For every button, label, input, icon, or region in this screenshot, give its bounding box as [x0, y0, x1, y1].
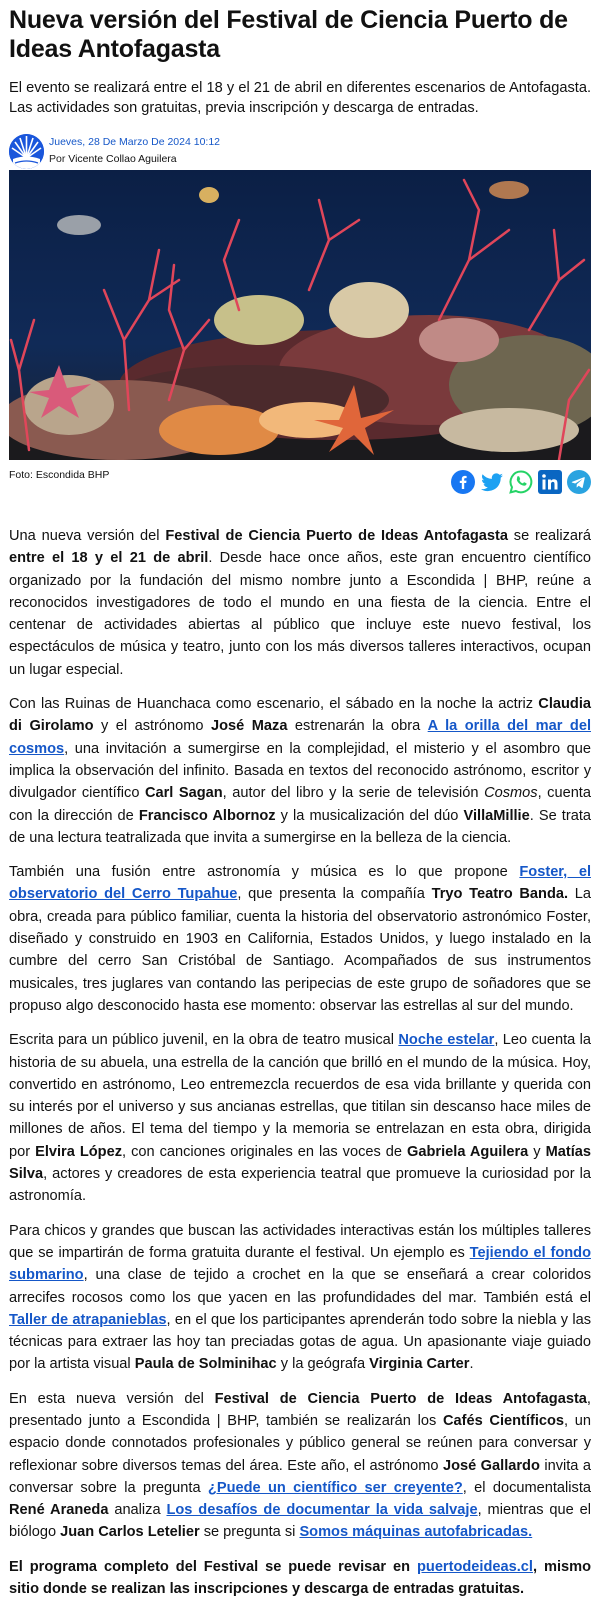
- hero-image: [9, 170, 591, 460]
- share-bar: [451, 470, 591, 494]
- whatsapp-icon[interactable]: [509, 470, 533, 494]
- article-title: Nueva versión del Festival de Ciencia Puerto de Ideas Antofagasta: [9, 6, 568, 63]
- publish-date: Jueves, 28 De Marzo De 2024 10:12: [49, 136, 221, 148]
- paragraph: Con las Ruinas de Huanchaca como escenario, el sábado en la noche la actriz Claudia di Girolamo y el astrónomo José Maza estrenarán la obra A la orilla del mar del cosmos, una invitación a sumergirse en la complejidad, el misterio y el asombro que implica la observación del infinito. Basada en textos del reconocido astrónomo, escritor y divulgador científico Carl Sagan, autor del libro y la serie de televisión Cosmos, cuenta con la dirección de Francisco Albornoz y la musicalización del dúo VillaMillie. Se trata de una lectura teatralizada que invita a sumergirse en la belleza de la ciencia.: [9, 696, 592, 846]
- photo-caption: Foto: Escondida BHP: [9, 469, 110, 481]
- linkedin-icon[interactable]: [538, 470, 562, 494]
- link-atrapanieblas[interactable]: Taller de atrapanieblas: [9, 1311, 167, 1328]
- telegram-icon[interactable]: [567, 470, 591, 494]
- publisher-logo-icon: [9, 134, 44, 169]
- link-vida-salvaje[interactable]: Los desafíos de documentar la vida salvaje: [166, 1502, 478, 1519]
- link-foster[interactable]: Foster, el observatorio del Cerro Tupahue: [9, 864, 591, 903]
- article-body: [9, 525, 591, 1600]
- link-cientifico-creyente[interactable]: ¿Puede un científico ser creyente?: [207, 1479, 463, 1496]
- link-a-la-orilla[interactable]: A la orilla del mar del cosmos: [9, 718, 591, 757]
- link-tejiendo[interactable]: Tejiendo el fondo submarino: [9, 1244, 591, 1284]
- author-name[interactable]: Vicente Collao Aguilera: [68, 153, 177, 165]
- paragraph: También una fusión entre astronomía y música es lo que propone Foster, el observatorio del Cerro Tupahue, que presenta la compañía Tryo Teatro Banda. La obra, creada para público familiar, cuenta la historia del observatorio astronómico Foster, diseñado y construido en 1903 en California, Estados Unidos, y luego instalado en la cumbre del cerro San Cristóbal de Santiago. Acompañados de sus instrumentos musicales, tres juglares van contando las peripecias de este grupo de soñadores que se propuso algo desconocido hasta ese momento: observar las estrellas al sur del mundo.: [9, 864, 592, 1014]
- link-puertodeideas[interactable]: puertodeideas.cl: [416, 1558, 533, 1575]
- twitter-icon[interactable]: [480, 470, 504, 494]
- paragraph: Para chicos y grandes que buscan las actividades interactivas están los múltiples talleres que se impartirán de forma gratuita durante el festival. Un ejemplo es Tejiendo el fondo submarino, una clase de tejido a crochet en la que se enseñará a crear coloridos arrecifes rocosos como los que yacen en las profundidades del mar. También está el Taller de atrapanieblas, en el que los participantes aprenderán todo sobre la niebla y las técnicas para extraer las hoy tan preciadas gotas de agua. Un apasionante viaje guiado por la artista visual Paula de Solminihac y la geógrafa Virginia Carter.: [9, 1222, 591, 1373]
- byline: [9, 132, 591, 170]
- paragraph: En esta nueva versión del Festival de Ciencia Puerto de Ideas Antofagasta, presentado junto a Escondida | BHP, también se realizarán los Cafés Científicos, un espacio donde connotados profesionales y público general se reúnen para conversar y reflexionar sobre diversos temas del área. Este año, el astrónomo José Gallardo invita a conversar sobre la pregunta ¿Puede un científico ser creyente?, el documentalista René Araneda analiza Los desafíos de documentar la vida salvaje, mientras que el biólogo Juan Carlos Letelier se pregunta si Somos máquinas autofabricadas.: [9, 1390, 592, 1541]
- article-lead: El evento se realizará entre el 18 y el 21 de abril en diferentes escenarios de Antofagasta. Las actividades son gratuitas, previa inscripción y descarga de entradas.: [9, 80, 591, 116]
- paragraph: Una nueva versión del Festival de Ciencia Puerto de Ideas Antofagasta se realizará entre el 18 y el 21 de abril. Desde hace once años, este gran encuentro científico organizado por la fundación del mismo nombre junto a Escondida | BHP, reúne a reconocidos investigadores de todo el mundo en una fiesta de la ciencia. Entre el centenar de actividades abiertas al público que incluye este nuevo festival, los espectáculos de música y teatro, junto con los más diversos talleres interactivos, ocupan un lugar especial.: [9, 528, 592, 678]
- link-maquinas-autofabricadas[interactable]: Somos máquinas autofabricadas.: [299, 1524, 533, 1541]
- by-prefix: Por: [49, 153, 66, 165]
- paragraph: Escrita para un público juvenil, en la obra de teatro musical Noche estelar, Leo cuenta la historia de su abuela, una estrella de la canción que brilló en el mundo de la música. Hoy, convertido en astrónomo, Leo entremezcla recuerdos de esa vida brillante y querida con su interés por el universo y sus ancianas estrellas, que titilan sin descanso hace miles de millones de años. El tema del tiempo y la memoria se entrelazan en esta obra, dirigida por Elvira López, con canciones originales en las voces de Gabriela Aguilera y Matías Silva, actores y creadores de esta experiencia teatral que promueve la curiosidad por la astronomía.: [9, 1032, 592, 1205]
- facebook-icon[interactable]: [451, 470, 475, 494]
- link-noche-estelar[interactable]: Noche estelar: [398, 1032, 495, 1049]
- paragraph: El programa completo del Festival se puede revisar en puertodeideas.cl, mismo sitio donde se realizan las inscripciones y descarga de entradas gratuitas.: [9, 1558, 592, 1598]
